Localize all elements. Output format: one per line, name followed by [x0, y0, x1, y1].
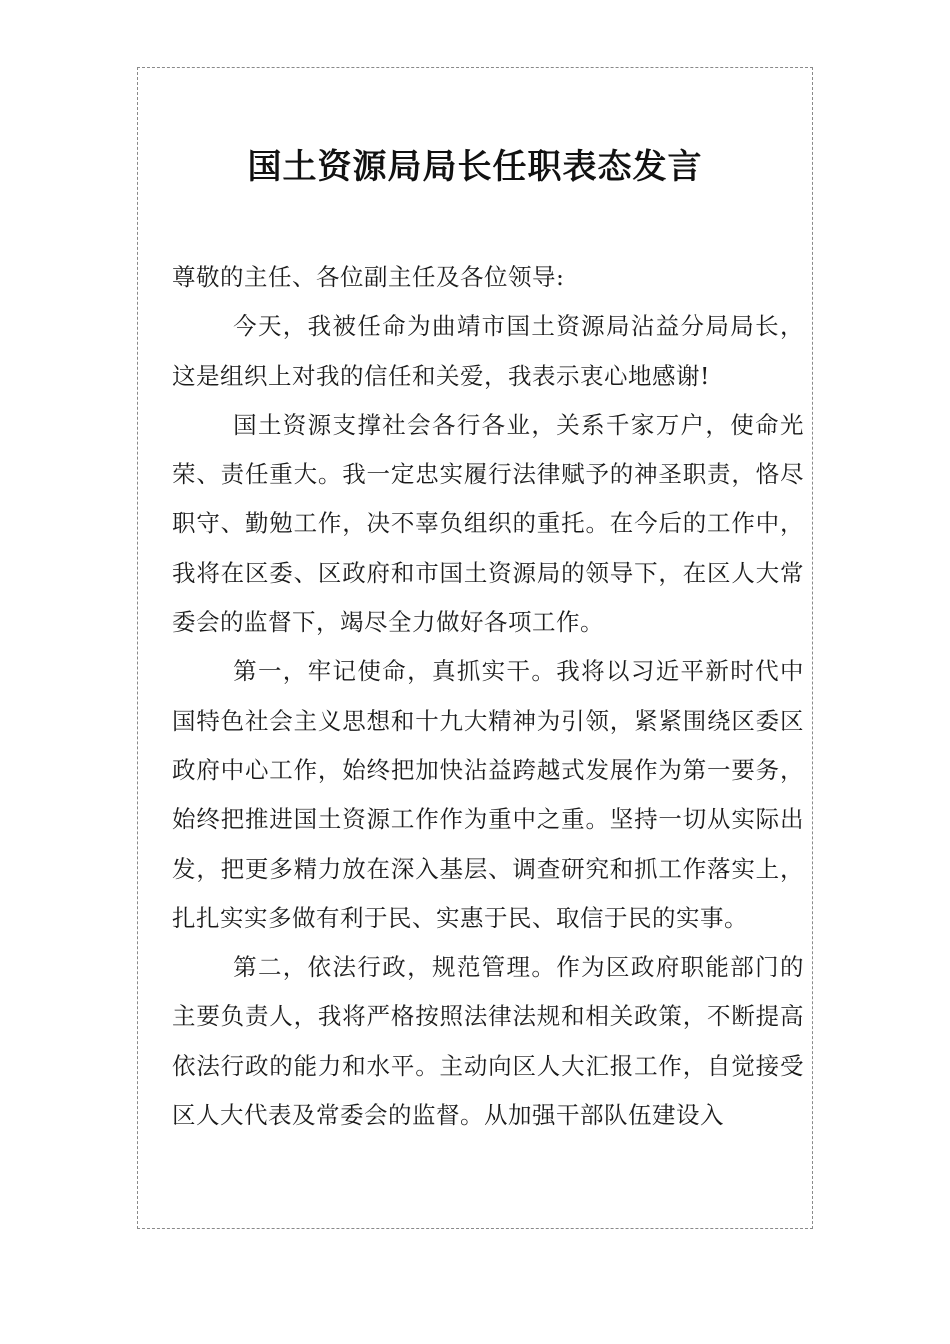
salutation: 尊敬的主任、各位副主任及各位领导: — [172, 263, 565, 291]
document-title: 国土资源局局长任职表态发言 — [247, 147, 703, 187]
paragraph-3: 第一，牢记使命，真抓实干。我将以习近平新时代中国特色社会主义思想和十九大精神为引领，紧紧围绕区委区政府中心工作，始终把加快沾益跨越式发展作为第一要务，始终把推进国土资源工作作为重中之重。坚持一切从实际出发，把更多精力放在深入基层、调查研究和抓工作落实上，扎扎实实多做有利于民、实惠于民、取信于民的实事。 — [172, 657, 804, 932]
document-body — [172, 253, 804, 1140]
paragraph-2: 国土资源支撑社会各行各业，关系千家万户，使命光荣、责任重大。我一定忠实履行法律赋予的神圣职责，恪尽职守、勤勉工作，决不辜负组织的重托。在今后的工作中，我将在区委、区政府和市国土资源局的领导下，在区人大常委会的监督下，竭尽全力做好各项工作。 — [172, 410, 804, 637]
paragraph-4: 第二，依法行政，规范管理。作为区政府职能部门的主要负责人，我将严格按照法律法规和相关政策，不断提高依法行政的能力和水平。主动向区人大汇报工作，自觉接受区人大代表及常委会的监督。从加强干部队伍建设入 — [172, 953, 804, 1130]
paragraph-1: 今天，我被任命为曲靖市国土资源局沾益分局局长，这是组织上对我的信任和关爱，我表示衷心地感谢! — [172, 312, 804, 390]
